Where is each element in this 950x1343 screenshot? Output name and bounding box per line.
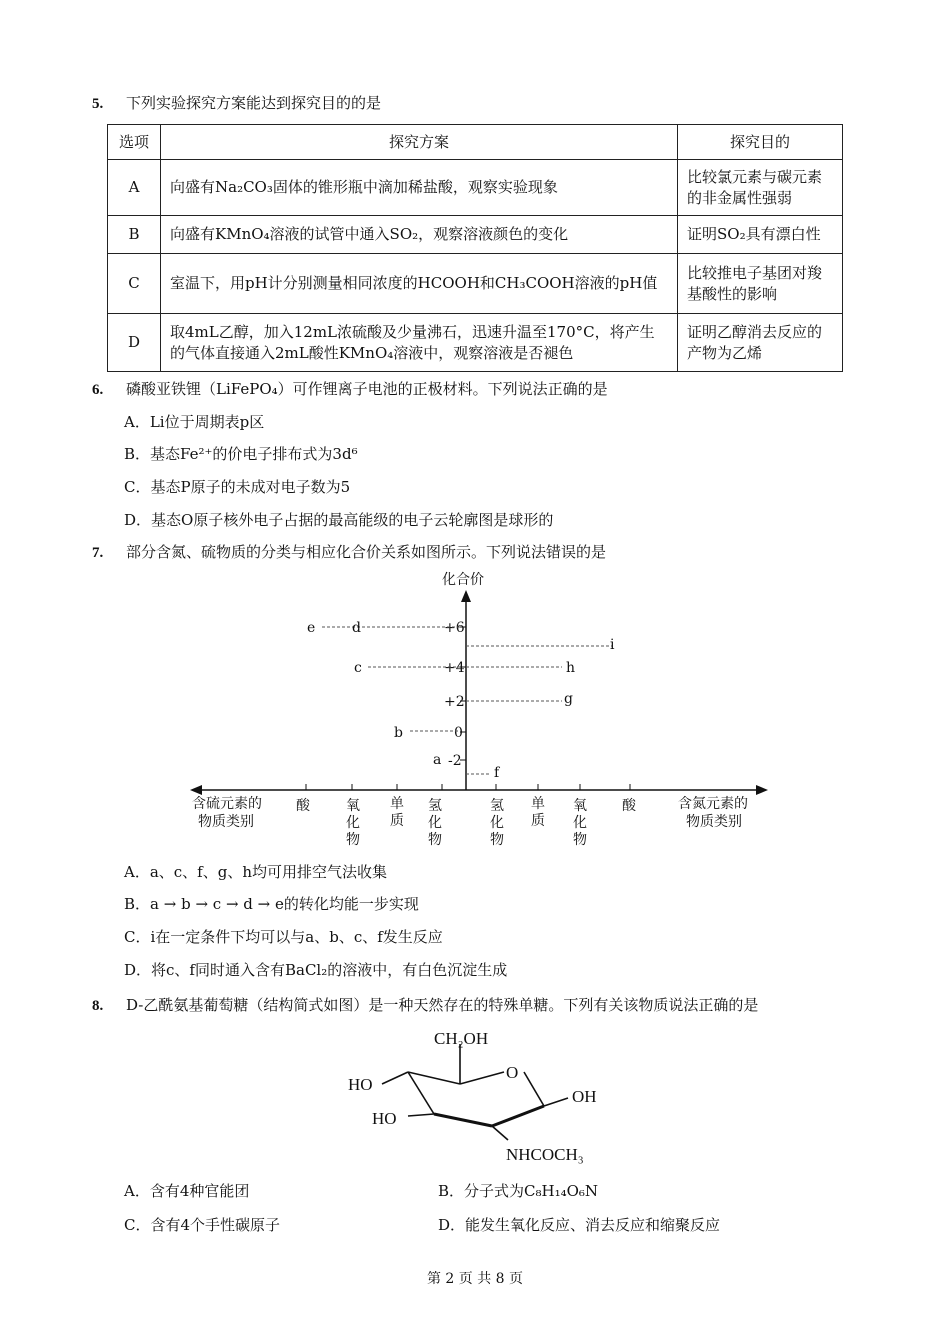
table-header: 探究目的 bbox=[678, 125, 843, 160]
point-label-f: f bbox=[494, 765, 500, 781]
right-axis-label bbox=[678, 796, 748, 830]
table-row bbox=[108, 314, 843, 372]
option-d[interactable]: D．将c、f同时通入含有BaCl₂的溶液中，有白色沉淀生成 bbox=[124, 961, 508, 979]
point-label-a: a bbox=[433, 752, 442, 768]
table-row bbox=[108, 216, 843, 254]
option-b[interactable]: B．基态Fe²⁺的价电子排布式为3d⁶ bbox=[124, 445, 358, 463]
table-header-row bbox=[108, 125, 843, 160]
question-text: 下列实验探究方案能达到探究目的的是 bbox=[126, 94, 382, 112]
point-label-i: i bbox=[610, 637, 615, 653]
svg-text:物质类别: 物质类别 bbox=[686, 814, 742, 830]
question-7-stem bbox=[92, 541, 606, 562]
label-nhcoch3: NHCOCH₃ bbox=[506, 1145, 584, 1164]
label-ring-o: O bbox=[506, 1063, 519, 1082]
svg-text:化: 化 bbox=[490, 815, 504, 831]
svg-text:氧: 氧 bbox=[346, 798, 360, 814]
question-text: 部分含氮、硫物质的分类与相应化合价关系如图所示。下列说法错误的是 bbox=[126, 543, 607, 561]
y-tick-label: -2 bbox=[448, 753, 462, 769]
category-label: 酸 bbox=[296, 798, 310, 814]
table-cell-option: C bbox=[108, 254, 161, 314]
category-label bbox=[346, 798, 360, 848]
table-cell-goal: 证明SO₂具有漂白性 bbox=[678, 216, 843, 254]
question-5-stem bbox=[92, 92, 381, 113]
right-arrow-icon bbox=[756, 785, 768, 795]
question-number: 8. bbox=[92, 998, 104, 1014]
valence-class-chart bbox=[180, 564, 780, 854]
category-label: 酸 bbox=[622, 798, 636, 814]
table-cell-goal: 比较氯元素与碳元素的非金属性强弱 bbox=[678, 160, 843, 216]
option-a[interactable]: A．a、c、f、g、h均可用排空气法收集 bbox=[124, 863, 387, 881]
category-label bbox=[531, 796, 545, 829]
category-label bbox=[428, 798, 442, 848]
svg-text:化: 化 bbox=[346, 815, 360, 831]
svg-text:单: 单 bbox=[390, 796, 404, 812]
option-d[interactable]: D．能发生氧化反应、消去反应和缩聚反应 bbox=[438, 1216, 721, 1234]
svg-text:含硫元素的: 含硫元素的 bbox=[192, 796, 262, 812]
glucosamine-structure bbox=[330, 1018, 630, 1168]
option-c[interactable]: C．含有4个手性碳原子 bbox=[124, 1216, 281, 1234]
question-text: D-乙酰氨基葡萄糖（结构简式如图）是一种天然存在的特殊单糖。下列有关该物质说法正确的是 bbox=[126, 996, 759, 1014]
point-label-b: b bbox=[394, 725, 403, 741]
point-label-d: d bbox=[352, 620, 361, 636]
svg-text:含氮元素的: 含氮元素的 bbox=[678, 796, 748, 812]
table-cell-option: A bbox=[108, 160, 161, 216]
table-cell-option: D bbox=[108, 314, 161, 372]
table-cell-option: B bbox=[108, 216, 161, 254]
question-6-stem bbox=[92, 378, 608, 399]
y-tick-label: 0 bbox=[454, 725, 463, 741]
label-oh-right: OH bbox=[572, 1087, 597, 1106]
page-footer: 第 2 页 共 8 页 bbox=[426, 1271, 524, 1287]
svg-text:物: 物 bbox=[428, 832, 442, 848]
option-b[interactable]: B．a → b → c → d → e的转化均能一步实现 bbox=[124, 895, 419, 913]
y-tick-label: +4 bbox=[444, 660, 465, 676]
table-header: 选项 bbox=[108, 125, 161, 160]
y-tick-label: +6 bbox=[444, 620, 465, 636]
label-ho-left: HO bbox=[348, 1075, 373, 1094]
svg-text:质: 质 bbox=[390, 813, 404, 829]
option-d[interactable]: D．基态O原子核外电子占据的最高能级的电子云轮廓图是球形的 bbox=[124, 511, 554, 529]
option-c[interactable]: C．i在一定条件下均可以与a、b、c、f发生反应 bbox=[124, 928, 443, 946]
svg-text:质: 质 bbox=[531, 813, 545, 829]
svg-text:物: 物 bbox=[573, 832, 587, 848]
option-b[interactable]: B．分子式为C₈H₁₄O₆N bbox=[438, 1182, 599, 1200]
svg-text:物: 物 bbox=[490, 832, 504, 848]
left-arrow-icon bbox=[190, 785, 202, 795]
svg-text:化: 化 bbox=[573, 815, 587, 831]
question-text: 磷酸亚铁锂（LiFePO₄）可作锂离子电池的正极材料。下列说法正确的是 bbox=[126, 380, 608, 398]
option-a[interactable]: A．Li位于周期表p区 bbox=[124, 413, 265, 431]
experiment-table bbox=[107, 124, 843, 372]
question-number: 5. bbox=[92, 96, 104, 112]
x-ticks bbox=[306, 784, 630, 790]
svg-text:物质类别: 物质类别 bbox=[198, 814, 254, 830]
label-ch2oh: CH₂OH bbox=[434, 1029, 489, 1048]
table-row bbox=[108, 254, 843, 314]
y-axis-label: 化合价 bbox=[442, 572, 484, 588]
svg-text:物: 物 bbox=[346, 832, 360, 848]
svg-text:氢: 氢 bbox=[490, 798, 504, 814]
svg-text:氢: 氢 bbox=[428, 798, 442, 814]
label-ho-lower: HO bbox=[372, 1109, 397, 1128]
ring-bonds bbox=[382, 1044, 568, 1140]
question-number: 7. bbox=[92, 545, 104, 561]
svg-text:单: 单 bbox=[531, 796, 545, 812]
question-8-stem bbox=[92, 994, 758, 1015]
svg-text:氧: 氧 bbox=[573, 798, 587, 814]
table-cell-plan: 取4mL乙醇，加入12mL浓硫酸及少量沸石，迅速升温至170°C，将产生的气体直接通入2mL酸性KMnO₄溶液中，观察溶液是否褪色 bbox=[161, 314, 678, 372]
option-c[interactable]: C．基态P原子的未成对电子数为5 bbox=[124, 478, 351, 496]
table-row bbox=[108, 160, 843, 216]
table-cell-plan: 向盛有KMnO₄溶液的试管中通入SO₂，观察溶液颜色的变化 bbox=[161, 216, 678, 254]
category-label bbox=[573, 798, 587, 848]
category-label bbox=[390, 796, 404, 829]
question-number: 6. bbox=[92, 382, 104, 398]
table-header: 探究方案 bbox=[161, 125, 678, 160]
point-label-c: c bbox=[354, 660, 362, 676]
y-ticks bbox=[444, 620, 466, 769]
point-label-h: h bbox=[566, 660, 576, 676]
up-arrow-icon bbox=[461, 590, 471, 602]
left-axis-label bbox=[192, 796, 262, 830]
option-a[interactable]: A．含有4种官能团 bbox=[124, 1182, 250, 1200]
table-cell-goal: 证明乙醇消去反应的产物为乙烯 bbox=[678, 314, 843, 372]
y-tick-label: +2 bbox=[444, 694, 465, 710]
table-cell-plan: 室温下，用pH计分别测量相同浓度的HCOOH和CH₃COOH溶液的pH值 bbox=[161, 254, 678, 314]
table-cell-goal: 比较推电子基团对羧基酸性的影响 bbox=[678, 254, 843, 314]
category-label bbox=[490, 798, 504, 848]
svg-text:化: 化 bbox=[428, 815, 442, 831]
point-label-e: e bbox=[307, 620, 316, 636]
table-cell-plan: 向盛有Na₂CO₃固体的锥形瓶中滴加稀盐酸，观察实验现象 bbox=[161, 160, 678, 216]
point-label-g: g bbox=[564, 691, 573, 707]
